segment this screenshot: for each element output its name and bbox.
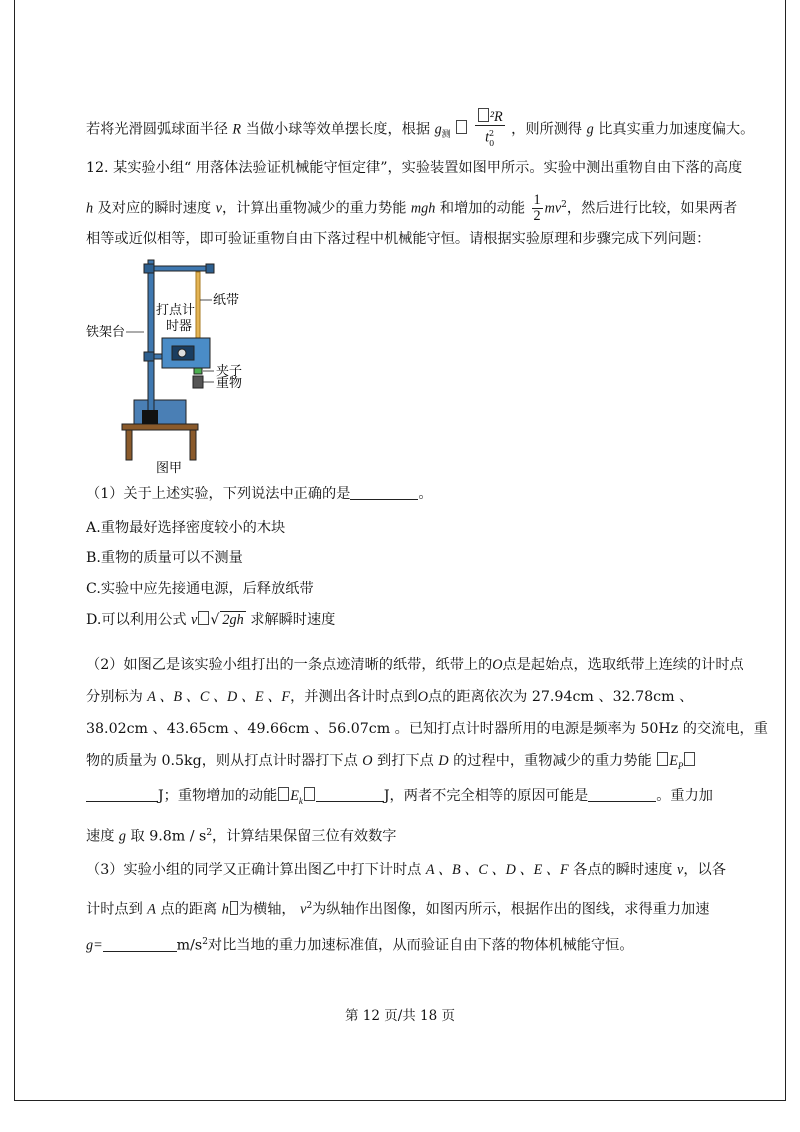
part2-line-2: 分别标为 A 、B 、C 、D 、E 、F，并测出各计时点到O点的距离依次为 27.94cm 、32.78cm 、 xyxy=(86,689,694,705)
part2-line-4: 物的质量为 0.5kg，则从打点计时器打下点 O 到打下点 D 的过程中，重物减少的重力势能 $E_P$ xyxy=(86,751,696,776)
part3-line-1: （3）实验小组的同学又正确计算出图乙中打下计时点 A 、B 、C 、D 、E 、F 各点的瞬时速度 v，以各 xyxy=(86,862,726,878)
part2-line-1: （2）如图乙是该实验小组打出的一条点迹清晰的纸带，纸带上的O点是起始点，选取纸带上连续的计时点 xyxy=(86,657,744,673)
q12-line-2: h 及对应的瞬时速度 v，计算出重物减少的重力势能 mgh 和增加的动能 $\frac{1}{2}$ $mv^2$，然后进行比较，如果两者 xyxy=(86,192,738,224)
part2-line-6: 速度 g 取 $9.8m / s^2$，计算结果保留三位有效数字 xyxy=(86,828,397,845)
fraction: $\frac{\text{²R}}{t^2_0}$ xyxy=(475,108,505,151)
option-b: B.重物的质量可以不测量 xyxy=(86,550,243,566)
label-timer-1: 打点计 xyxy=(156,303,196,318)
option-d: D.可以利用公式 v √ 2gh 求解瞬时速度 xyxy=(86,612,336,628)
q12-line-3: 相等或近似相等，即可验证重物自由下落过程中机械能守恒。请根据实验原理和步骤完成下列问题： xyxy=(86,231,711,247)
label-stand: 铁架台 xyxy=(86,325,126,340)
part2-line-5: J；重物增加的动能 $E_k$ J，两者不完全相等的原因可能是 。重力加 xyxy=(86,786,713,811)
label-timer-2: 时器 xyxy=(166,319,193,334)
stand-rod xyxy=(148,260,154,420)
figure-apparatus xyxy=(86,252,266,477)
part1-question: （1）关于上述实验，下列说法中正确的是 。 xyxy=(86,486,433,502)
base-plate xyxy=(134,400,186,424)
option-a: A.重物最好选择密度较小的木块 xyxy=(86,520,286,536)
part3-line-3: $g= m/s^2$对比当地的重力加速标准值，从而验证自由下落的物体机械能守恒。 xyxy=(86,937,634,954)
label-clip: 夹子 xyxy=(216,364,243,379)
figure-caption: 图甲 xyxy=(156,461,183,476)
option-c: C.实验中应先接通电源，后释放纸带 xyxy=(86,581,314,597)
label-weight: 重物 xyxy=(216,376,243,391)
label-paper-tape: 纸带 xyxy=(213,293,240,308)
page-footer: 第 12 页/共 18 页 xyxy=(344,1008,456,1024)
part3-line-2: 计时点到 A 点的距离 h 为横轴， $v^2$为纵轴作出图像，如图丙所示，根据作出的图线，求得重力加速 xyxy=(86,901,710,918)
apparatus-diagram xyxy=(86,252,266,477)
part2-line-3: 38.02cm 、43.65cm 、49.66cm 、56.07cm 。已知打点计时器所用的电源是频率为 50Hz 的交流电，重 xyxy=(86,721,768,737)
text-line-1: 若将光滑圆弧球面半径 R 当做小球等效单摆长度，根据 $g_测$ $\frac{\text{²R}}{t^2_0}$ ，则所测得 g 比真实重力加速度偏大。 xyxy=(86,108,754,151)
clip xyxy=(194,368,202,374)
weight xyxy=(193,376,203,388)
q12-line-1: 12. 某实验小组“ 用落体法验证机械能守恒定律”，实验装置如图甲所示。实验中测出重物自由下落的高度 xyxy=(86,160,743,176)
